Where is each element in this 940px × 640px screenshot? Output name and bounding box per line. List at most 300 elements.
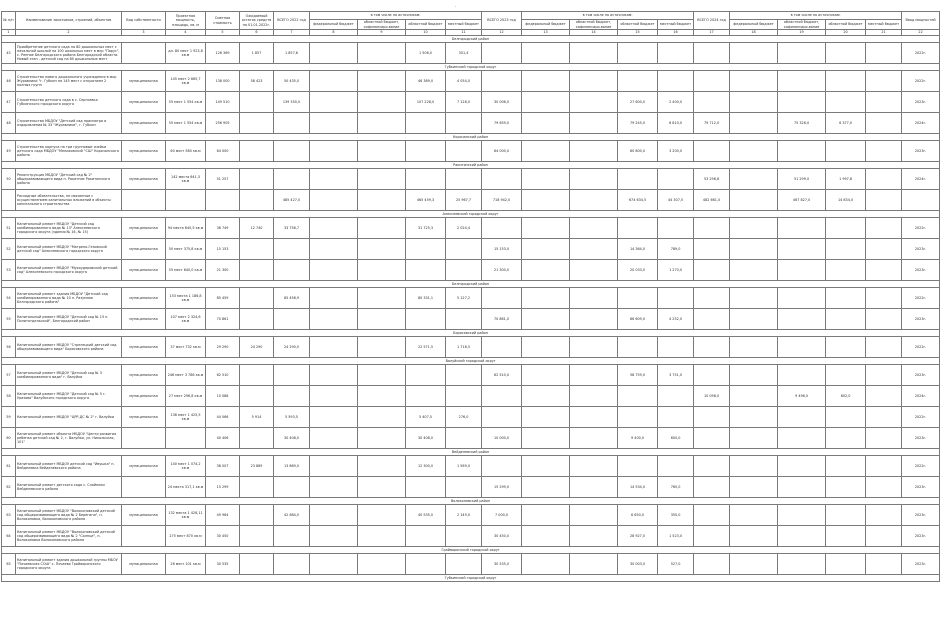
table-cell [866, 456, 902, 477]
table-row [2, 169, 940, 190]
table-cell [730, 218, 778, 239]
table-cell: 138 000 [206, 71, 240, 92]
table-cell: 1 718,5 [446, 337, 482, 358]
table-cell: 1 270,0 [658, 260, 694, 281]
column-number: 15 [618, 30, 658, 36]
table-cell [866, 260, 902, 281]
table-cell: 6 377,0 [826, 113, 866, 134]
table-cell [730, 365, 778, 386]
table-cell [694, 71, 730, 92]
table-cell: 1 569,0 [446, 456, 482, 477]
table-cell [240, 260, 274, 281]
district-group-row [2, 498, 940, 505]
table-cell: 36 749 [206, 218, 240, 239]
header-capacity: Проектная мощность, площадь, кв. м [166, 12, 206, 30]
header-commissioning: Ввод мощностей [902, 12, 940, 30]
table-row [2, 365, 940, 386]
table-cell: 62 510 [206, 365, 240, 386]
table-cell [694, 239, 730, 260]
table-cell: Капитальный ремонт МБДОУ "Мухоудеровский детский сад" Алексеевского городского округа [16, 260, 122, 281]
table-cell: 276,0 [446, 407, 482, 428]
table-cell [826, 456, 866, 477]
table-cell: 2022г. [902, 456, 940, 477]
table-cell: 14 364,0 [618, 239, 658, 260]
table-cell: 28 927,0 [618, 526, 658, 547]
table-cell: 30 535,0 [482, 554, 522, 575]
table-cell: 107 228,0 [406, 92, 446, 113]
table-cell: 350,0 [658, 505, 694, 526]
table-cell: 37 мест 732 кв.м [166, 337, 206, 358]
table-cell: Капитальный ремонт МБДОУ "Детский сад № 15 п. Политотдельский", Белгородский район [16, 309, 122, 330]
table-cell [240, 288, 274, 309]
table-cell [570, 169, 618, 190]
table-cell: Капитальный ремонт объекта МБДОУ "Центр развития ребенка детский сад № 2, г. Валуйки, ул. Никольская, 101" [16, 428, 122, 449]
table-cell [730, 92, 778, 113]
table-cell: 6 810,0 [658, 113, 694, 134]
table-cell [446, 428, 482, 449]
table-cell [826, 260, 866, 281]
header-num: № п/п [2, 12, 16, 30]
table-cell: 57 [2, 365, 16, 386]
table-cell: 30 408,0 [274, 428, 310, 449]
table-cell [658, 456, 694, 477]
table-cell [406, 239, 446, 260]
table-cell [658, 386, 694, 407]
table-cell [694, 218, 730, 239]
table-cell [618, 169, 658, 190]
table-cell [694, 260, 730, 281]
district-name: Губкинский городской округ [2, 64, 940, 71]
table-cell: 2023г. [902, 477, 940, 498]
table-cell: 15 299 [206, 477, 240, 498]
table-cell [694, 505, 730, 526]
table-cell [358, 71, 406, 92]
table-cell [358, 386, 406, 407]
table-cell: 2022г. [902, 43, 940, 64]
table-cell: 46 [2, 71, 16, 92]
table-cell [310, 71, 358, 92]
table-cell [274, 309, 310, 330]
table-cell [122, 428, 166, 449]
table-cell: муниципальная [122, 239, 166, 260]
table-cell: 40 406 [206, 428, 240, 449]
table-row [2, 71, 940, 92]
table-cell: 467 827,0 [778, 190, 826, 211]
table-cell: 485 427,0 [274, 190, 310, 211]
table-row [2, 407, 940, 428]
table-cell [866, 190, 902, 211]
column-number: 3 [122, 30, 166, 36]
table-cell [310, 456, 358, 477]
table-cell [826, 309, 866, 330]
table-cell: 30 003,0 [618, 554, 658, 575]
table-cell: 58 423 [240, 71, 274, 92]
table-cell: 3 751,0 [658, 365, 694, 386]
table-cell: Капитальный ремонт МБДОУ "Матрено-Гезовский детский сад" Алексеевского городского округа [16, 239, 122, 260]
table-cell: 465 459,3 [406, 190, 446, 211]
table-cell: 51 299,0 [778, 169, 826, 190]
table-cell [446, 554, 482, 575]
district-group-row [2, 36, 940, 43]
table-cell [406, 554, 446, 575]
table-cell [694, 43, 730, 64]
table-cell [618, 218, 658, 239]
table-cell: 4 054,0 [446, 71, 482, 92]
table-cell [866, 141, 902, 162]
table-cell [522, 505, 570, 526]
table-cell [778, 505, 826, 526]
table-cell [522, 526, 570, 547]
table-cell: 12 300,0 [406, 456, 446, 477]
column-number: 5 [206, 30, 240, 36]
table-cell: 53 296,8 [694, 169, 730, 190]
header-local-2024: местный бюджет [866, 20, 902, 30]
table-cell [482, 337, 522, 358]
table-cell [778, 71, 826, 92]
table-cell [618, 337, 658, 358]
table-cell [274, 477, 310, 498]
table-cell [240, 477, 274, 498]
table-row [2, 428, 940, 449]
district-name: Волоконовский район [2, 498, 940, 505]
table-cell [310, 386, 358, 407]
table-cell: Капитальный ремонт здания МБДОУ "Детский сад комбинированного вида № 10 п. Разумное Белгородского района" [16, 288, 122, 309]
table-cell [358, 456, 406, 477]
table-cell [122, 190, 166, 211]
table-cell: 132 места 1 428,11 кв.м [166, 505, 206, 526]
column-number: 4 [166, 30, 206, 36]
table-cell [866, 43, 902, 64]
column-number: 8 [310, 30, 358, 36]
table-cell [826, 554, 866, 575]
table-cell: дл. 80 мест 1 923,8 кв.м [166, 43, 206, 64]
table-cell: 38 007 [206, 456, 240, 477]
table-cell [446, 141, 482, 162]
table-cell: Капитальный ремонт МБДОУ "Детский сад № 5 г. Уразово" Валуйского городского округа [16, 386, 122, 407]
table-cell: 63 [2, 505, 16, 526]
table-cell: 7 000,0 [482, 505, 522, 526]
table-cell: Строительство корпуса на три групповые ячейки детского сада МБДОУ "Мелиховский "СШ" Корочанского района [16, 141, 122, 162]
table-cell: 52 [2, 239, 16, 260]
table-cell: 9 400,0 [618, 428, 658, 449]
table-cell: 139 350,0 [274, 92, 310, 113]
column-number: 2 [16, 30, 122, 36]
table-cell [570, 456, 618, 477]
column-number: 21 [866, 30, 902, 36]
table-cell [310, 260, 358, 281]
table-cell: Капитальный ремонт МБДОУ "Волоконовский детский сад общеразвивающего вида № 2 Берегиня", п. Волоконовка, Волоконовского района [16, 505, 122, 526]
table-cell: 14 534,0 [618, 477, 658, 498]
district-name: Алексеевский городской округ [2, 211, 940, 218]
table-cell [866, 309, 902, 330]
table-cell: Реконструкция МБДОУ "Детский сад № 2" общеразвивающего вида п. Ракитное Ракитянского района [16, 169, 122, 190]
table-row [2, 113, 940, 134]
table-cell: Строительство детского сада в с. Сергиевка Губкинского городского округа [16, 92, 122, 113]
table-cell: 30 408,0 [406, 428, 446, 449]
table-cell: 1 523,0 [658, 526, 694, 547]
table-cell [866, 428, 902, 449]
table-cell [240, 554, 274, 575]
district-group-row [2, 547, 940, 554]
table-cell: 3 200,0 [658, 141, 694, 162]
table-cell [730, 386, 778, 407]
table-cell [730, 239, 778, 260]
header-name: Наименование заказчиков, строений, объектов [16, 12, 122, 30]
district-name: Белгородский район [2, 36, 940, 43]
table-cell: Строительство нового дошкольного учреждения в мкр Журавлики "г. Губкин на 145 мест с открытием 2 полных групп [16, 71, 122, 92]
column-number: 13 [522, 30, 570, 36]
table-cell: 33 758,7 [274, 218, 310, 239]
district-group-row [2, 449, 940, 456]
table-cell: 50 [2, 169, 16, 190]
table-cell [866, 365, 902, 386]
table-cell [778, 43, 826, 64]
table-cell: Капитальный ремонт МБДОУ "Детский сад № 3 комбинированного вида" г. Валуйки [16, 365, 122, 386]
table-cell [240, 386, 274, 407]
table-cell: 79 245,0 [618, 113, 658, 134]
table-cell: 51 [2, 218, 16, 239]
table-cell [694, 407, 730, 428]
table-cell: 60 мест 580 кв.м [166, 141, 206, 162]
table-cell [826, 365, 866, 386]
table-cell [274, 554, 310, 575]
table-cell: 136 мест 1 425,5 кв.м [166, 407, 206, 428]
budget-table [1, 11, 940, 582]
district-name: Вейделевский район [2, 449, 940, 456]
table-cell [274, 169, 310, 190]
table-row [2, 386, 940, 407]
header-estimate: Сметная стоимость [206, 12, 240, 30]
table-cell [310, 554, 358, 575]
table-cell [866, 288, 902, 309]
table-cell [522, 456, 570, 477]
table-cell: муниципальная [122, 92, 166, 113]
table-row [2, 141, 940, 162]
table-cell [358, 169, 406, 190]
table-cell [310, 407, 358, 428]
table-cell [570, 386, 618, 407]
district-group-row [2, 358, 940, 365]
table-cell: 30 535 [206, 554, 240, 575]
table-cell: 30 450 [206, 526, 240, 547]
table-cell: 50 мест 375,8 кв.м [166, 239, 206, 260]
table-cell: 49 964 [206, 505, 240, 526]
table-cell [570, 218, 618, 239]
table-cell [866, 407, 902, 428]
table-cell [694, 456, 730, 477]
table-cell: 85 458,9 [274, 288, 310, 309]
table-cell [866, 169, 902, 190]
table-cell [866, 386, 902, 407]
table-cell: 718 942,0 [482, 190, 522, 211]
table-cell [358, 554, 406, 575]
table-cell [694, 141, 730, 162]
table-row [2, 43, 940, 64]
table-cell [866, 526, 902, 547]
table-cell [310, 218, 358, 239]
table-cell [166, 190, 206, 211]
table-cell: 80 331,1 [406, 288, 446, 309]
table-cell [570, 526, 618, 547]
table-cell: 674 634,5 [618, 190, 658, 211]
table-cell: 27 мест 296,8 кв.м [166, 386, 206, 407]
table-cell: 47 [2, 92, 16, 113]
table-cell [618, 288, 658, 309]
table-cell: 66 609,0 [618, 309, 658, 330]
table-cell [866, 505, 902, 526]
table-cell [482, 43, 522, 64]
table-cell [358, 526, 406, 547]
table-cell: Приобретение детского сада на 80 дошкольных мест с начальной школой на 100 школьных мест в мкр "Парус", с. Репное Белгородского района Белгородской области. Новый этап - детский сад на 80 дошкольных мест [16, 43, 122, 64]
table-row [2, 190, 940, 211]
table-cell: 602,0 [826, 386, 866, 407]
table-cell [482, 71, 522, 92]
table-cell [826, 407, 866, 428]
table-cell [570, 113, 618, 134]
table-cell: 2023г. [902, 554, 940, 575]
table-cell [778, 554, 826, 575]
table-cell [730, 113, 778, 134]
table-cell [274, 386, 310, 407]
table-cell: 29 290 [206, 337, 240, 358]
table-cell [778, 239, 826, 260]
table-cell: 1 857,6 [274, 43, 310, 64]
table-cell: 58 [2, 386, 16, 407]
header-cofin-2022: областной бюджет, софинансиро-вание [358, 20, 406, 30]
table-cell [522, 288, 570, 309]
table-cell [730, 407, 778, 428]
table-cell: муниципальная [122, 337, 166, 358]
table-cell [826, 526, 866, 547]
table-cell [570, 407, 618, 428]
table-cell [778, 428, 826, 449]
table-cell: 55 [2, 309, 16, 330]
table-cell: 126 369 [206, 43, 240, 64]
table-cell: 2022г. [902, 288, 940, 309]
table-cell: Капитальный ремонт МБДОУ "Волоконовский детский сад общеразвивающего вида № 2 "Солнце", п. Волоконовка Волоконовского района [16, 526, 122, 547]
table-cell: Капитальный ремонт МБДОУ "ЦРР-ДС № 2" г. Валуйки [16, 407, 122, 428]
table-cell [274, 113, 310, 134]
table-cell [406, 365, 446, 386]
table-cell: муниципальная [122, 407, 166, 428]
table-cell: 2023г. [902, 239, 940, 260]
table-cell: 22 571,5 [406, 337, 446, 358]
table-cell: 789,0 [658, 239, 694, 260]
table-cell: 10 098,0 [694, 386, 730, 407]
table-cell [778, 407, 826, 428]
table-cell [406, 386, 446, 407]
table-cell [310, 288, 358, 309]
table-cell: 30 450,0 [482, 526, 522, 547]
table-cell: 107 мест 2 324,6 кв.м [166, 309, 206, 330]
table-cell [826, 428, 866, 449]
table-cell: 13 869,0 [274, 456, 310, 477]
district-group-row [2, 281, 940, 288]
table-row [2, 239, 940, 260]
table-cell [522, 239, 570, 260]
table-cell: муниципальная [122, 260, 166, 281]
table-cell [570, 141, 618, 162]
table-row [2, 309, 940, 330]
table-cell [826, 505, 866, 526]
table-cell [730, 141, 778, 162]
table-cell [826, 337, 866, 358]
table-cell: муниципальная [122, 309, 166, 330]
column-number: 6 [240, 30, 274, 36]
table-cell: 2024г. [902, 169, 940, 190]
header-total-2023: ВСЕГО 2023 год [482, 12, 522, 30]
district-name: Корочанский район [2, 134, 940, 141]
table-cell [826, 71, 866, 92]
table-cell [358, 477, 406, 498]
table-cell [866, 554, 902, 575]
table-cell: 7 128,0 [446, 92, 482, 113]
table-cell: 20 033,0 [618, 260, 658, 281]
table-cell: муниципальная [122, 288, 166, 309]
district-group-row [2, 64, 940, 71]
table-cell: муниципальная [122, 113, 166, 134]
table-cell [240, 309, 274, 330]
table-cell [358, 43, 406, 64]
table-cell [658, 218, 694, 239]
table-cell [658, 337, 694, 358]
table-cell: 30 006,0 [482, 92, 522, 113]
table-cell [310, 309, 358, 330]
table-cell: 2024г. [902, 386, 940, 407]
table-cell: муниципальная [122, 141, 166, 162]
table-cell [358, 218, 406, 239]
table-cell [240, 92, 274, 113]
table-cell [866, 71, 902, 92]
table-cell [240, 113, 274, 134]
table-cell: 10 000,0 [482, 428, 522, 449]
table-cell: Капитальный ремонт детского сада с. Слайники Вейделевского района [16, 477, 122, 498]
table-cell: 6 650,0 [618, 505, 658, 526]
table-cell [694, 92, 730, 113]
table-cell: 2023г. [902, 141, 940, 162]
table-cell [274, 365, 310, 386]
table-cell [482, 169, 522, 190]
table-cell: 94 места 640,5 кв.м [166, 218, 206, 239]
column-number: 9 [358, 30, 406, 36]
table-cell [310, 526, 358, 547]
table-row [2, 554, 940, 575]
district-group-row [2, 330, 940, 337]
header-remainder: Ожидаемый остаток средств на 01.01.2022г. [240, 12, 274, 30]
table-cell [658, 407, 694, 428]
header-sources-2022: в том числе по источникам: [310, 12, 482, 20]
table-cell [522, 71, 570, 92]
table-cell: 5 407,5 [406, 407, 446, 428]
table-cell [522, 365, 570, 386]
table-cell [122, 526, 166, 547]
table-cell [446, 169, 482, 190]
table-cell [310, 428, 358, 449]
table-cell [358, 288, 406, 309]
table-cell [310, 92, 358, 113]
table-cell: 45 [2, 43, 16, 64]
table-cell: Капитальный ремонт МБДОУ детский сад "Ивушка" п. Вейделевка Вейделевского района [16, 456, 122, 477]
table-cell [570, 554, 618, 575]
table-cell: 70 861 [206, 309, 240, 330]
table-cell: 2023г. [902, 92, 940, 113]
column-number: 11 [446, 30, 482, 36]
table-cell [570, 477, 618, 498]
table-row [2, 218, 940, 239]
table-cell: 5 593,5 [274, 407, 310, 428]
table-cell [122, 43, 166, 64]
table-cell [482, 456, 522, 477]
